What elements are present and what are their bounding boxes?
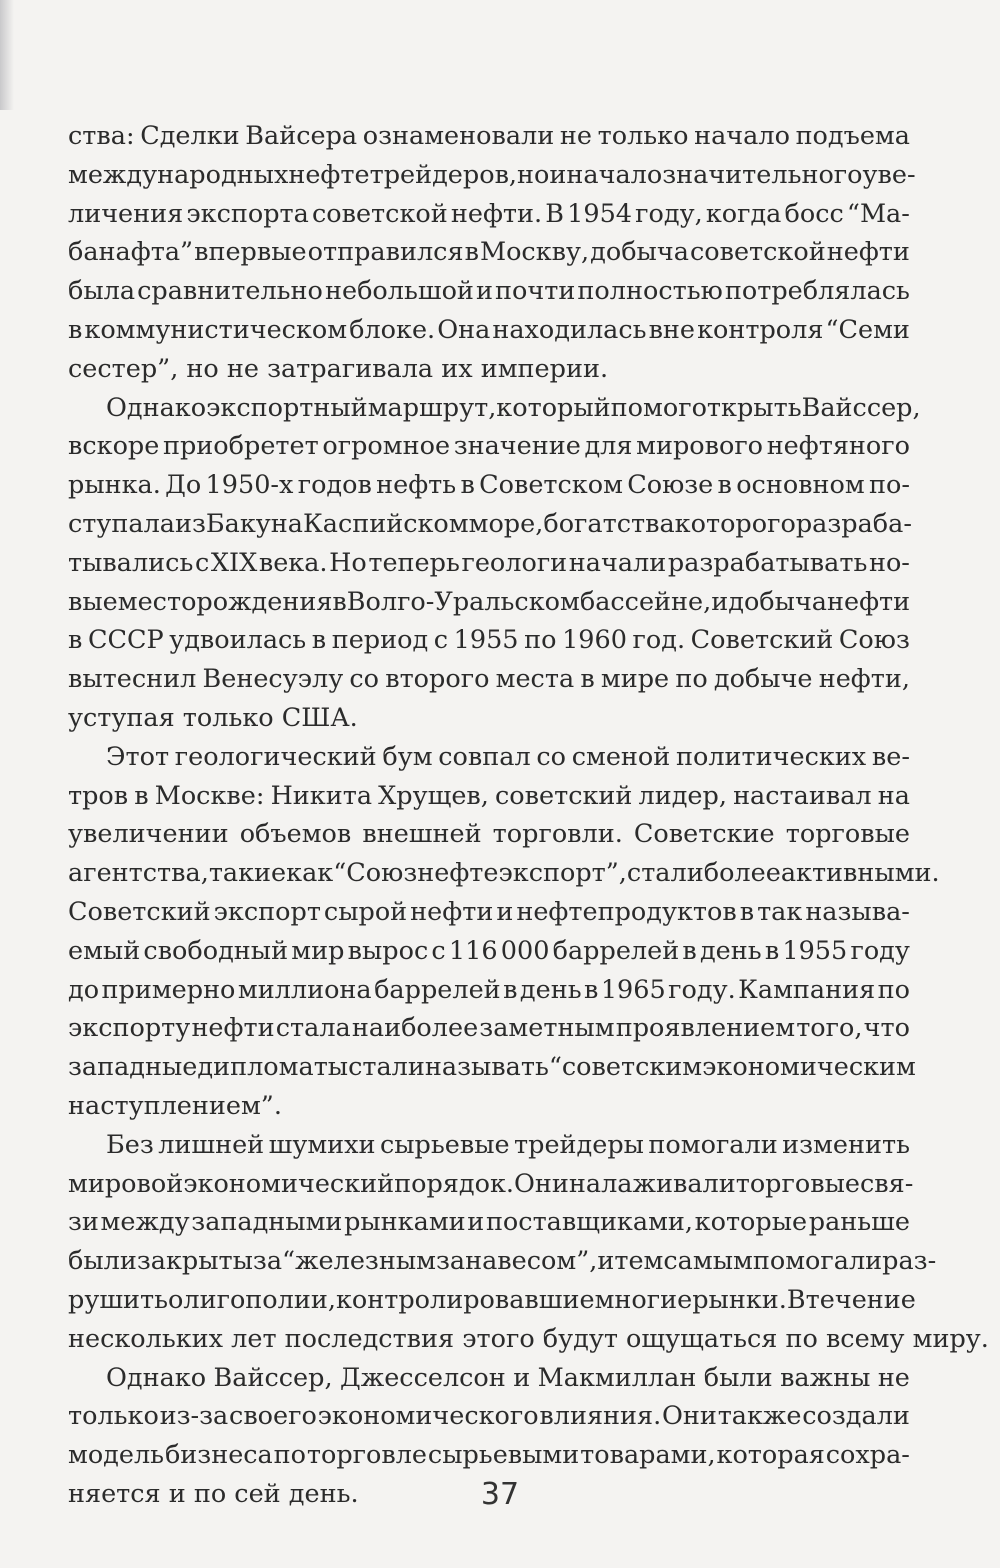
text-line: Однако экспортный маршрут, который помог открыть Вайссер, [106,392,921,423]
text-line: няется и по сей день. [68,1478,359,1509]
text-line: рушить олигополии, контролировавшие многие рынки. В течение [68,1284,916,1315]
text-line: в коммунистическом блоке. Она находилась вне контроля “Семи [68,314,910,345]
paragraph [68,117,916,389]
text-line: международных нефтетрейдеров, но и начало значительного уве- [68,159,916,190]
text-line: в СССР удвоилась в период с 1955 по 1960 год. Советский Союз [68,625,910,656]
text-line: увеличении объемов внешней торговли. Советские торговые [68,819,910,850]
paragraph [68,389,921,738]
text-line: Этот геологический бум совпал со сменой политических ве- [106,741,910,772]
text-line: банафта” впервые отправился в Москву, добыча советской нефти [68,237,910,268]
paragraph [68,1126,989,1359]
text-line: рынка. До 1950-х годов нефть в Советском Союзе в основном по- [68,470,910,501]
text-line: модель бизнеса по торговле сырьевыми товарами, которая сохра- [68,1440,910,1471]
text-line: Без лишней шумихи сырьевые трейдеры помогали изменить [106,1129,910,1160]
page-number: 37 [480,1477,520,1512]
paragraph [68,738,940,1126]
text-line: личения экспорта советской нефти. В 1954 году, когда босс “Ма- [68,198,910,229]
text-line: до примерно миллиона баррелей в день в 1965 году. Кампания по [68,974,910,1005]
text-line: зи между западными рынками и поставщиками, которые раньше [68,1207,910,1238]
text-line: наступлением”. [68,1090,282,1121]
text-line: сестер”, но не затрагивала их империи. [68,353,609,384]
text-line: только из-за своего экономического влияния. Они также создали [68,1401,910,1432]
text-line: была сравнительно небольшой и почти полностью потреблялась [68,276,910,307]
text-line: вытеснил Венесуэлу со второго места в мире по добыче нефти, [68,664,910,695]
text-line: мировой экономический порядок. Они налаживали торговые свя- [68,1168,914,1199]
text-line: тывались с XIX века. Но теперь геологи начали разрабатывать но- [68,547,910,578]
text-line: вскоре приобретет огромное значение для мирового нефтяного [68,431,910,462]
text-line: вые месторождения в Волго-Уральском бассейне, и добыча нефти [68,586,911,617]
text-line: агентства, такие как “Союзнефтеэкспорт”, стали более активными. [68,858,940,889]
text-line: Советский экспорт сырой нефти и нефтепродуктов в так называ- [68,896,910,927]
text-line: емый свободный мир вырос с 116 000 баррелей в день в 1955 году [68,935,910,966]
text-line: западные дипломаты стали называть “советским экономическим [68,1052,916,1083]
text-line: ступала из Баку на Каспийском море, богатства которого разраба- [68,508,912,539]
text-line: экспорту нефти стала наиболее заметным проявлением того, что [68,1013,910,1044]
text-line: ства: Сделки Вайсера ознаменовали не только начало подъема [68,121,910,151]
body-text [68,117,989,1514]
text-line: тров в Москве: Никита Хрущев, советский лидер, настаивал на [68,780,910,811]
text-line: уступая только США. [68,702,358,733]
binding-shadow [0,0,14,110]
text-line: Однако Вайссер, Джесселсон и Макмиллан были важны не [106,1362,910,1393]
text-line: были закрыты за “железным занавесом”, и тем самым помогали раз- [68,1246,937,1277]
text-line: нескольких лет последствия этого будут ощущаться по всему миру. [68,1323,989,1354]
